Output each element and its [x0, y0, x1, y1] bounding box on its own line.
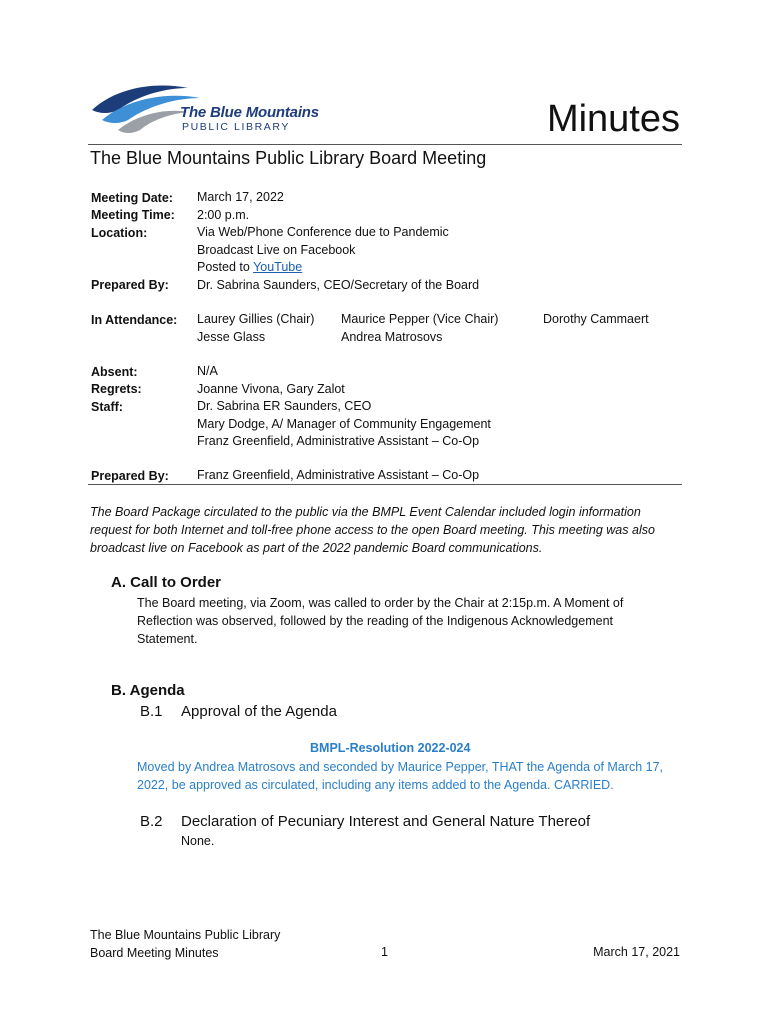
- info-divider: [88, 484, 682, 485]
- location-line: Broadcast Live on Facebook: [197, 242, 356, 257]
- item-b2-number: B.2: [140, 813, 163, 830]
- absent-value: N/A: [197, 364, 218, 378]
- page-number: 1: [381, 945, 388, 959]
- meeting-time: 2:00 p.m.: [197, 207, 250, 222]
- item-b1-number: B.1: [140, 703, 163, 720]
- prepared-by-label: Prepared By:: [91, 278, 169, 292]
- staff-member: Dr. Sabrina ER Saunders, CEO: [197, 399, 372, 413]
- posted-to-line: [197, 259, 479, 277]
- footer-org: [90, 927, 280, 962]
- item-b2-body: None.: [181, 834, 215, 848]
- footer-line: Board Meeting Minutes: [90, 945, 219, 960]
- footer-date: March 17, 2021: [593, 945, 680, 959]
- intro-paragraph: The Board Package circulated to the public via the BMPL Event Calendar included login information request for both Internet and toll-free phone access to the open Board meeting. This meeting was also broadcast live on Facebook as part of the 2022 pandemic Board communications.: [90, 505, 655, 555]
- attendee: Andrea Matrosovs: [341, 329, 443, 344]
- section-a-body: The Board meeting, via Zoom, was called to order by the Chair at 2:15p.m. A Moment of Reflection was observed, followed by the reading of the Indigenous Acknowledgement Statement.: [137, 596, 624, 646]
- regrets-value: Joanne Vivona, Gary Zalot: [197, 381, 345, 396]
- meeting-date: March 17, 2022: [197, 190, 284, 204]
- item-b1-title: Approval of the Agenda: [181, 703, 337, 720]
- item-b2-title: Declaration of Pecuniary Interest and General Nature Thereof: [181, 813, 591, 830]
- attendee: Dorothy Cammaert: [543, 312, 649, 326]
- absent-label: Absent:: [91, 365, 138, 379]
- attendance-col-1: [197, 311, 314, 346]
- attendance-col-2: [341, 311, 498, 346]
- logo-subtitle: PUBLIC LIBRARY: [182, 121, 290, 133]
- attendance-col-3: [543, 311, 649, 329]
- section-b-heading: B. Agenda: [111, 682, 185, 699]
- others-values: [197, 363, 491, 451]
- logo-name: The Blue Mountains: [180, 104, 319, 121]
- location-line: Via Web/Phone Conference due to Pandemic: [197, 225, 449, 239]
- document-type-title: Minutes: [546, 98, 680, 140]
- resolution-title: BMPL-Resolution 2022-024: [310, 741, 471, 755]
- attendee: Maurice Pepper (Vice Chair): [341, 312, 499, 326]
- board-meeting-title: The Blue Mountains Public Library Board Meeting: [90, 148, 487, 168]
- meeting-time-label: Meeting Time:: [91, 208, 175, 222]
- meeting-info-values: [197, 189, 479, 294]
- prepared-by: Dr. Sabrina Saunders, CEO/Secretary of the Board: [197, 277, 480, 292]
- staff-member: Mary Dodge, A/ Manager of Community Engagement: [197, 416, 491, 431]
- meeting-date-label: Meeting Date:: [91, 191, 173, 205]
- attendee: Laurey Gillies (Chair): [197, 312, 315, 326]
- section-a-heading: A. Call to Order: [111, 574, 222, 591]
- youtube-link[interactable]: YouTube: [253, 260, 303, 274]
- staff-member: Franz Greenfield, Administrative Assistant – Co-Op: [197, 434, 480, 448]
- attendance-label: In Attendance:: [91, 313, 178, 327]
- posted-prefix: Posted to: [197, 260, 254, 274]
- regrets-label: Regrets:: [91, 382, 142, 396]
- resolution-body: Moved by Andrea Matrosovs and seconded by Maurice Pepper, THAT the Agenda of March 17, 2022, be approved as circulated, including any items added to the Agenda. CARRIED.: [137, 760, 664, 792]
- header-divider: [88, 144, 682, 145]
- prepared-by-label-2: Prepared By:: [91, 469, 169, 483]
- staff-label: Staff:: [91, 400, 123, 414]
- footer-line: The Blue Mountains Public Library: [90, 928, 281, 942]
- location-label: Location:: [91, 226, 148, 240]
- prepared-by-2: Franz Greenfield, Administrative Assistant – Co-Op: [197, 468, 480, 482]
- attendee: Jesse Glass: [197, 329, 266, 344]
